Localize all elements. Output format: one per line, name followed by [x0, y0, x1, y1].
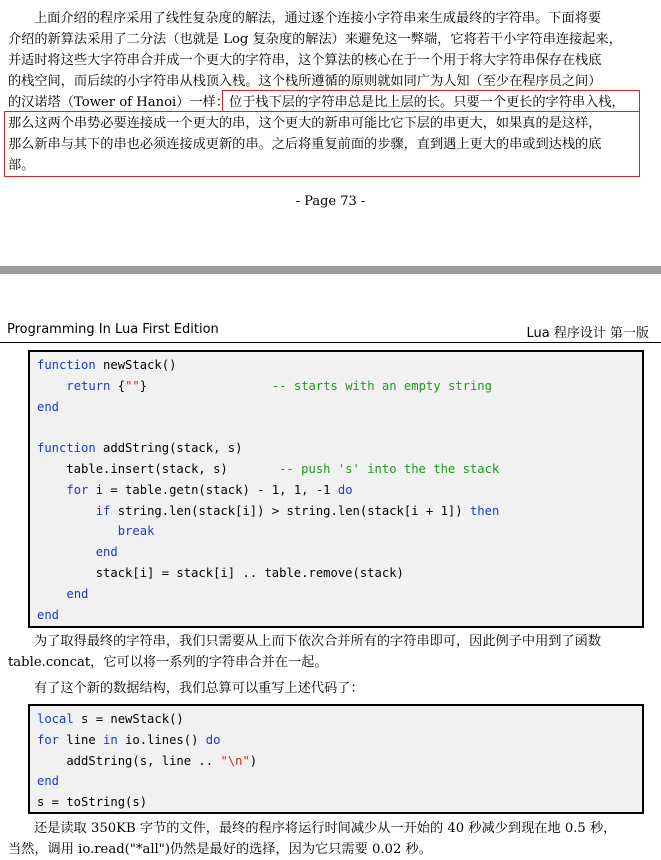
code-block-usage — [28, 704, 644, 814]
code-line — [37, 501, 642, 522]
code-token: end — [37, 607, 60, 622]
text-line: 有了这个新的数据结构，我们总算可以重写上述代码了： — [34, 681, 364, 696]
code-token: ) — [249, 753, 258, 768]
bottom-paragraph — [8, 818, 636, 860]
code-token: line — [59, 732, 104, 747]
code-token — [37, 524, 118, 538]
code-line — [37, 563, 642, 584]
code-token: in — [103, 732, 118, 747]
text-line: 介绍的新算法采用了二分法（也就是 Log 复杂度的解法）来避免这一弊端，它将若干小字符串连接起来， — [8, 32, 622, 47]
code-token: end — [95, 545, 118, 560]
code-token: then — [469, 503, 500, 518]
code-line — [37, 438, 642, 459]
page-number: - Page 73 - — [295, 194, 366, 209]
page-separator — [0, 266, 661, 274]
code-token: "\n" — [220, 753, 250, 768]
code-line — [37, 355, 642, 376]
text-line-highlighted: 部。 — [8, 158, 35, 173]
code-token: addString(stack, s) — [95, 441, 243, 456]
code-token: stack[i] = stack[i] .. table.remove(stack) — [37, 565, 404, 580]
code-token: end — [66, 586, 89, 601]
code-token: return — [66, 378, 111, 393]
code-line — [37, 730, 642, 751]
code-line — [37, 605, 642, 626]
code-token: s = toString(s) — [37, 795, 148, 810]
code-token: do — [205, 732, 221, 747]
code-line — [37, 542, 642, 563]
code-token: io.lines() — [117, 732, 206, 747]
code-token: i = table.getn(stack) - 1, 1, -1 — [88, 482, 338, 497]
code-line — [37, 584, 642, 605]
code-line — [37, 709, 642, 730]
code-line — [37, 417, 642, 438]
code-token: s = newStack() — [73, 712, 184, 726]
text-line: 为了取得最终的字符串，我们只需要从上而下依次合并所有的字符串即可，因此例子中用到了函数 — [34, 634, 602, 649]
code-line — [37, 397, 642, 418]
text-line: 上面介绍的程序采用了线性复杂度的解法，通过逐个连接小字符串来生成最终的字符串。下面将要 — [34, 11, 602, 26]
code-token: break — [117, 524, 155, 539]
highlighted-text-start: 位于栈下层的字符串总是比上层的长。只要一个更长的字符串入栈， — [229, 95, 625, 110]
code-token: "" — [125, 378, 140, 393]
code-token — [37, 545, 96, 559]
text-span: 的汉诺塔（Tower of Hanoi）一样： — [8, 95, 230, 110]
text-line: 并适时将这些大字符串合并成一个更大的字符串，这个算法的核心在于一个用于将大字符串保存在栈底 — [8, 53, 602, 68]
code-token: for — [37, 732, 60, 747]
code-line — [37, 480, 642, 501]
code-token: } — [139, 378, 272, 393]
code-line — [37, 459, 642, 480]
highlight-box-upper — [222, 90, 640, 112]
code-token: function — [37, 441, 96, 456]
text-line-highlighted: 那么新串与其下的串也必须连接成更新的串。之后将重复前面的步骤，直到遇上更大的串或到达栈的底 — [8, 137, 602, 152]
code-token — [37, 504, 96, 518]
code-token: string.len(stack[i]) > string.len(stack[i + 1]) — [110, 503, 470, 518]
code-line — [37, 792, 642, 813]
running-header-left: Programming In Lua First Edition — [7, 322, 219, 337]
middle-paragraph — [8, 631, 636, 673]
running-header-right: Lua 程序设计 第一版 — [526, 326, 649, 341]
text-line: 当然，调用 io.read("*all")仍然是最好的选择，因为它只需要 0.02 秒。 — [8, 842, 432, 857]
code-token — [37, 379, 66, 393]
text-line-highlighted: 那么这两个串势必要连接成一个更大的串，这个更大的新串可能比它下层的串更大，如果真的是这样， — [8, 116, 602, 131]
code-block-newstack — [28, 350, 644, 628]
code-token: -- push 's' into the the stack — [279, 461, 500, 476]
text-line: 还是读取 350KB 字节的文件，最终的程序将运行时间减少从一开始的 40 秒减少到现在地 0.5 秒， — [34, 821, 617, 836]
text-line: 的栈空间，而后续的小字符串从栈顶入栈。这个栈所遵循的原则就如同广为人知（至少在程序员之间） — [8, 74, 602, 89]
code-token: local — [37, 712, 74, 726]
code-token: do — [337, 482, 353, 497]
code-token: newStack() — [95, 358, 177, 372]
code-line — [37, 751, 642, 772]
code-token: addString(s, line .. — [37, 753, 221, 768]
header-rule — [0, 342, 661, 343]
code-token: end — [37, 399, 60, 414]
code-token: { — [110, 378, 126, 393]
code-token: if — [95, 503, 111, 518]
code-token: end — [37, 774, 60, 789]
text-line: table.concat，它可以将一系列的字符串合并在一起。 — [8, 655, 328, 670]
code-line — [37, 376, 642, 397]
highlight-box-lower — [4, 111, 640, 177]
intro-paragraph — [8, 678, 636, 699]
code-token: for — [66, 482, 89, 497]
code-line — [37, 771, 642, 792]
code-token: function — [37, 358, 96, 372]
code-token: -- starts with an empty string — [271, 378, 492, 393]
code-line — [37, 521, 642, 542]
code-token — [37, 483, 66, 497]
code-token — [37, 587, 66, 601]
code-token: table.insert(stack, s) — [37, 461, 280, 476]
